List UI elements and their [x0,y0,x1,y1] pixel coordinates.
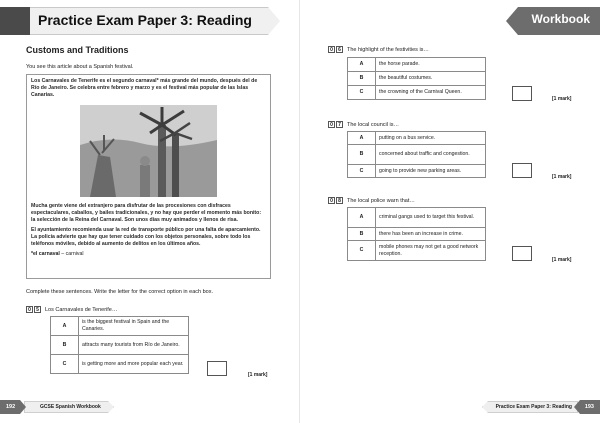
gloss-term: *el carnaval [31,251,60,257]
option-letter: C [348,86,376,100]
option-letter: A [348,58,376,72]
page-number: 192 [6,404,16,410]
question-05-heading [26,306,117,313]
section-footer-title: Practice Exam Paper 3: Reading [495,404,572,410]
option-letter: A [348,208,376,228]
book-title: GCSE Spanish Workbook [40,404,101,410]
option-letter: B [348,228,376,241]
option-row [348,145,486,165]
option-letter: C [348,165,376,178]
option-row [348,228,486,241]
option-letter: C [51,355,79,374]
question-07-options [347,131,486,178]
option-row [348,86,486,100]
question-number-box: 8 [336,197,343,204]
option-text: criminal gangs used to target this festival. [376,208,486,228]
article-paragraph-3: El ayuntamiento recomienda usar la red de transporte público por una falta de aparcamiento. La policía advierte que hay que tener cuidado con los objetos personales, sobre todo los teléfonos móviles, debido al aumento de delitos en los últimos años. [31,227,261,247]
mark-label: [1 mark] [552,96,572,102]
question-07-heading [328,121,399,128]
question-number-box: 5 [34,306,41,313]
option-row [348,58,486,72]
question-06-options [347,57,486,100]
question-number-box: 6 [336,46,343,53]
instruction-text: Complete these sentences. Write the letter for the correct option in each box. [26,289,213,295]
palm-tree-icon [80,105,217,197]
answer-box-07[interactable] [512,163,532,178]
question-08-heading [328,197,415,204]
mark-label: [1 mark] [552,174,572,180]
option-row [51,317,189,336]
question-number-box: 0 [26,306,33,313]
option-text: the crowning of the Carnival Queen. [376,86,486,100]
option-row [348,72,486,86]
question-number-box: 7 [336,121,343,128]
right-page [300,0,600,423]
option-row [51,355,189,374]
option-text: is the biggest festival in Spain and the Canaries. [79,317,189,336]
option-row [348,165,486,178]
option-text: the beautiful costumes. [376,72,486,86]
mark-label: [1 mark] [552,257,572,263]
question-stem: Los Carnavales de Tenerife… [45,306,118,313]
option-row [348,241,486,261]
workbook-label: Workbook [531,12,590,26]
option-letter: B [348,72,376,86]
answer-box-08[interactable] [512,246,532,261]
question-08-options [347,207,486,261]
option-text: mobile phones may not get a good network reception. [376,241,486,261]
title-accent [0,7,30,35]
option-letter: A [51,317,79,336]
answer-box-05[interactable] [207,361,227,376]
option-letter: C [348,241,376,261]
article-paragraph-1: Los Carnavales de Tenerife es el segundo carnaval* más grande del mundo, después del de Río de Janeiro. Se celebra entre febrero y marzo y es el festival más popular de las Islas Canarias. [31,78,258,98]
section-title: Customs and Traditions [26,45,129,55]
option-letter: B [51,336,79,355]
answer-box-06[interactable] [512,86,532,101]
question-stem: The local council is… [347,121,399,128]
option-text: going to provide new parking areas. [376,165,486,178]
carnival-photo [80,105,217,197]
question-stem: The local police warn that… [347,197,415,204]
intro-text: You see this article about a Spanish festival. [26,64,134,70]
article-box [26,74,271,279]
question-stem: The highlight of the festivities is… [347,46,429,53]
mark-label: [1 mark] [248,372,268,378]
glossary [31,251,266,257]
option-letter: B [348,145,376,165]
option-text: the horse parade. [376,58,486,72]
option-row [348,132,486,145]
option-row [348,208,486,228]
question-06-heading [328,46,429,53]
option-row [51,336,189,355]
option-text: putting on a bus service. [376,132,486,145]
option-letter: A [348,132,376,145]
question-number-box: 0 [328,197,335,204]
page-title: Practice Exam Paper 3: Reading [38,12,252,28]
question-number-box: 0 [328,46,335,53]
option-text: is getting more and more popular each year. [79,355,189,374]
option-text: concerned about traffic and congestion. [376,145,486,165]
gloss-definition: – carnival [61,251,84,257]
page-number: 193 [584,404,594,410]
question-number-box: 0 [328,121,335,128]
article-paragraph-2: Mucha gente viene del extranjero para disfrutar de las procesiones con disfraces espectaculares, caballos, y bailes tradicionales, y no hay que perder el momento más bonito: la selección de la Reina del Carnaval. Son unos días muy animados y llenos de risa. [31,203,262,223]
option-text: there has been an increase in crime. [376,228,486,241]
option-text: attracts many tourists from Río de Janeiro. [79,336,189,355]
question-05-options [50,316,189,374]
